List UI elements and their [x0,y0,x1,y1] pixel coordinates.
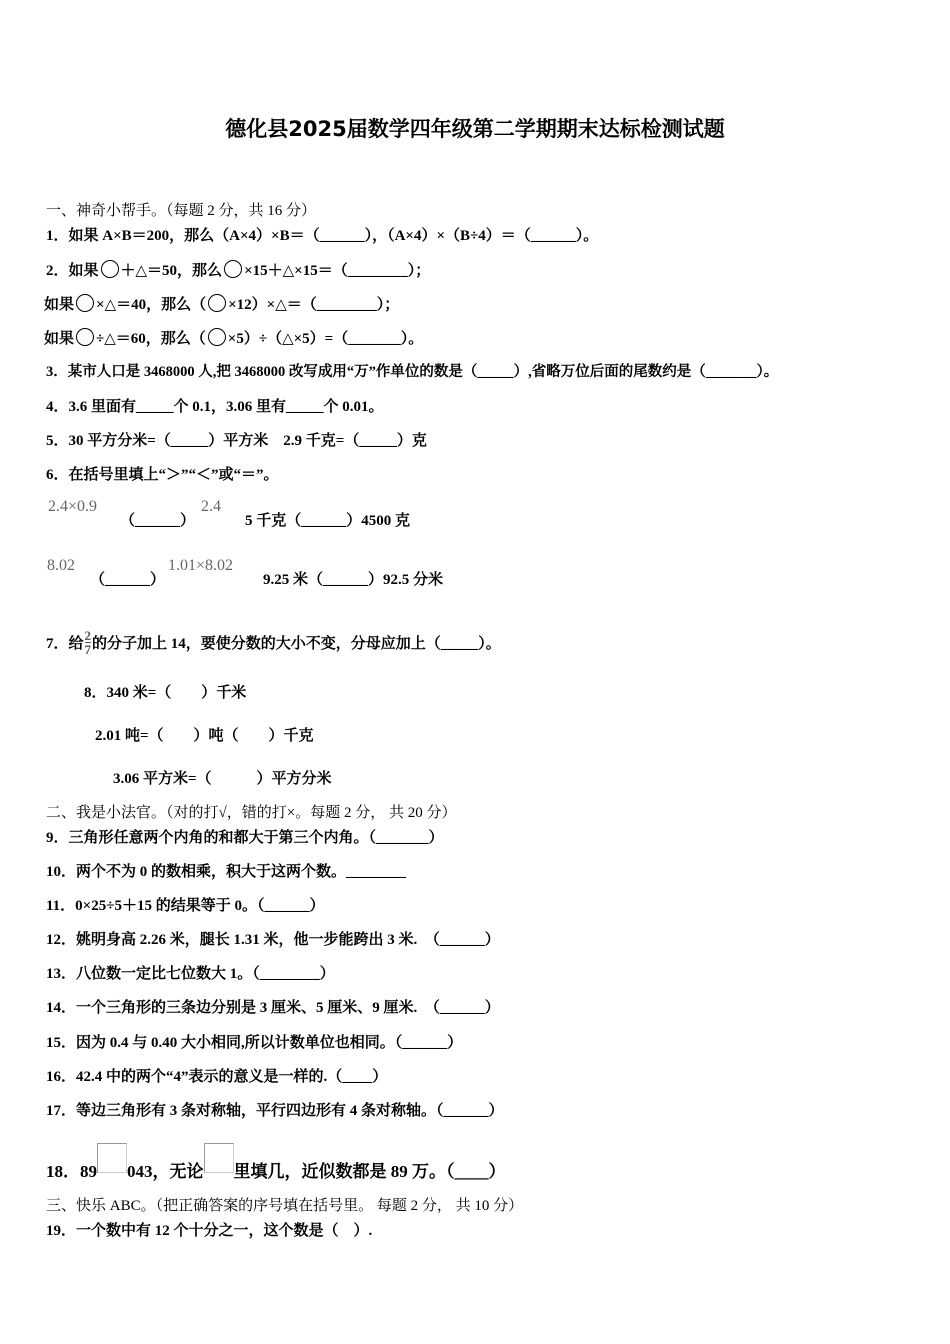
q6-c-right: 1.01×8.02 [168,557,234,574]
question-11: 11．0×25÷5＋15 的结果等于 0。（______） [46,898,325,914]
question-7 [46,629,501,656]
question-9: 9．三角形任意两个内角的和都大于第三个内角。（_______） [46,830,444,846]
q2-text: ÷△＝60，那么（ [96,331,206,347]
question-4: 4．3.6 里面有_____个 0.1，3.06 里有_____个 0.01。 [46,399,384,415]
circle-icon [76,328,94,346]
q6-d: 9.25 米（______）92.5 分米 [263,572,444,588]
circle-icon [208,328,226,346]
question-8-line3: 3.06 平方米=（ ）平方分米 [113,771,332,787]
q2-text: ×△＝40，那么（ [96,297,207,313]
page-title: 德化县2025届数学四年级第二学期期末达标检测试题 [225,117,725,141]
question-18 [46,1143,506,1182]
q6-c-blank: （______） [90,572,166,588]
q2-text: ×12）×△＝（________）； [228,297,400,313]
question-8-line1: 8．340 米=（ ）千米 [84,685,247,701]
q2-text: 如果 [44,297,75,313]
section1-heading: 一、神奇小帮手。（每题 2 分，共 16 分） [46,203,317,219]
q6-b: 5 千克（______）4500 克 [245,513,411,529]
q6-a-left: 2.4×0.9 [48,498,98,515]
q18-text: 18．89 [46,1162,97,1181]
blank-box [204,1143,234,1173]
question-6: 6．在括号里填上“＞”“＜”或“＝”。 [46,467,279,483]
q2-text: 如果 [44,331,75,347]
question-2-line2 [44,294,399,315]
question-10: 10．两个不为 0 的数相乘，积大于这两个数。________ [46,864,407,880]
q2-text: ＋△＝50，那么 [120,263,223,279]
question-16: 16．42.4 中的两个“4”表示的意义是一样的.（____） [46,1069,388,1085]
blank-box [97,1143,127,1173]
circle-icon [101,260,119,278]
question-3: 3．某市人口是 3468000 人,把 3468000 改写成用“万”作单位的数是（_____）,省略万位后面的尾数约是（_______）。 [46,364,779,380]
q6-c-left: 8.02 [47,557,75,574]
q2-text: ×5）÷（△×5）=（_______）。 [227,331,424,347]
q2-text: ×15＋△×15＝（________）； [244,263,431,279]
circle-icon [224,260,242,278]
q2-text: 2．如果 [46,263,99,279]
question-1: 1．如果 A×B＝200，那么（A×4）×B＝（______），（A×4）×（B÷4）＝（______）。 [46,228,599,244]
circle-icon [76,294,94,312]
question-15: 15．因为 0.4 与 0.40 大小相同,所以计数单位也相同。（______） [46,1035,463,1051]
question-2-line1 [46,260,430,281]
question-2-line3 [44,328,423,349]
denominator: 7 [84,642,92,657]
section3-heading: 三、快乐 ABC。（把正确答案的序号填在括号里。 每题 2 分， 共 10 分） [46,1198,524,1214]
question-17: 17．等边三角形有 3 条对称轴，平行四边形有 4 条对称轴。（______） [46,1103,504,1119]
question-14: 14．一个三角形的三条边分别是 3 厘米、5 厘米、9 厘米. （______） [46,1000,500,1016]
fraction [85,629,92,656]
q18-text: 里填几，近似数都是 89 万。（____） [233,1162,506,1181]
q18-text: 043，无论 [127,1162,204,1181]
q7-suffix: 的分子加上 14，要使分数的大小不变，分母应加上（_____）。 [92,636,501,652]
q7-prefix: 7．给 [46,636,84,652]
q6-a-blank: （______） [120,513,196,529]
question-5: 5．30 平方分米=（_____）平方米 2.9 千克=（_____）克 [46,433,427,449]
question-13: 13．八位数一定比七位数大 1。（________） [46,966,335,982]
q6-a-right: 2.4 [201,498,221,515]
question-19: 19．一个数中有 12 个十分之一，这个数是（ ）. [46,1223,373,1239]
question-8-line2: 2.01 吨=（ ）吨（ ）千克 [95,728,314,744]
numerator: 2 [84,628,92,643]
circle-icon [208,294,226,312]
section2-heading: 二、我是小法官。（对的打√，错的打×。每题 2 分， 共 20 分） [46,805,457,821]
question-12: 12．姚明身高 2.26 米，腿长 1.31 米，他一步能跨出 3 米. （______） [46,932,500,948]
